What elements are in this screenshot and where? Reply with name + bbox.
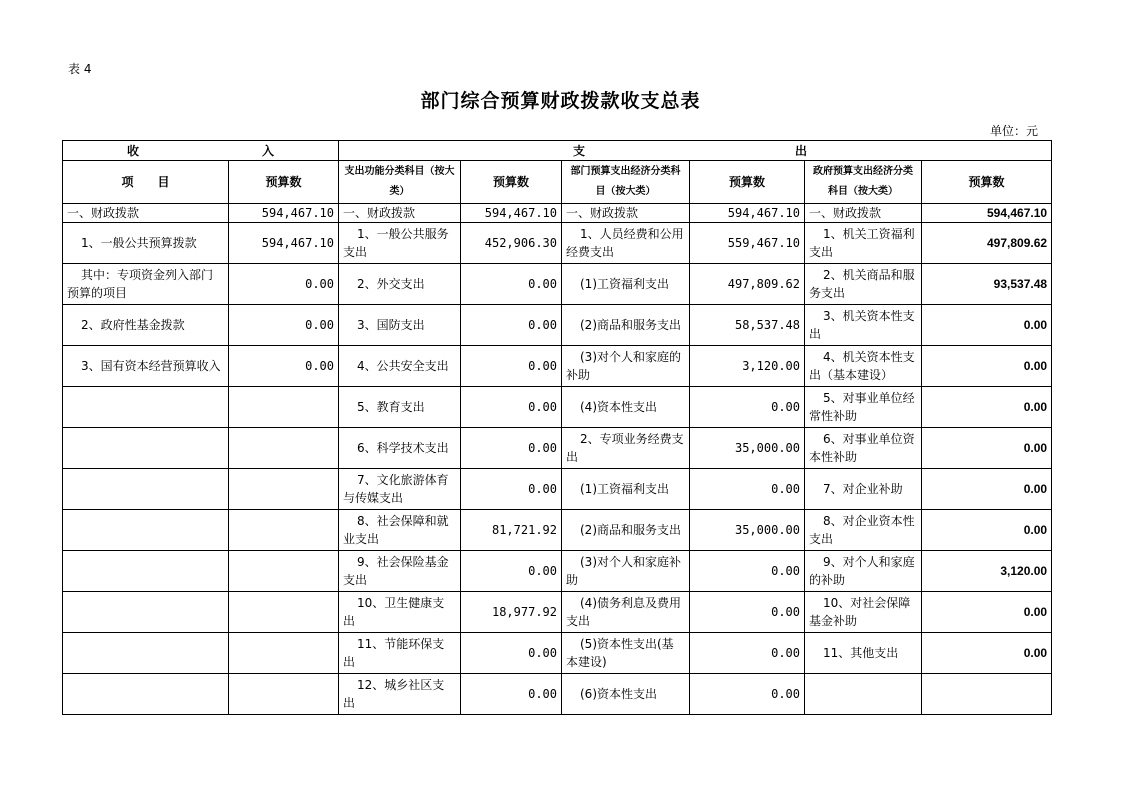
func-item-cell: 一、财政拨款 (339, 204, 461, 223)
func-amount-cell: 594,467.10 (461, 204, 562, 223)
income-amount-cell (229, 469, 339, 510)
func-amount-cell: 0.00 (461, 633, 562, 674)
func-amount-cell: 0.00 (461, 387, 562, 428)
gov-item-cell: 8、对企业资本性支出 (805, 510, 922, 551)
func-amount-cell: 0.00 (461, 346, 562, 387)
dept-amount-cell: 35,000.00 (690, 510, 805, 551)
dept-amount-cell: 497,809.62 (690, 264, 805, 305)
table-row (63, 264, 1052, 305)
income-item-cell (63, 469, 229, 510)
income-item-cell (63, 551, 229, 592)
dept-item-cell: 一、财政拨款 (562, 204, 690, 223)
page-title: 部门综合预算财政拨款收支总表 (420, 90, 701, 112)
func-item-cell: 12、城乡社区支出 (339, 674, 461, 715)
budget-table (62, 140, 1052, 715)
gov-amount-cell: 0.00 (922, 469, 1052, 510)
income-item-cell: 3、国有资本经营预算收入 (63, 346, 229, 387)
gov-item-cell: 6、对事业单位资本性补助 (805, 428, 922, 469)
dept-item-cell: (3)对个人和家庭的补助 (562, 346, 690, 387)
table-row (63, 204, 1052, 223)
gov-item-cell (805, 674, 922, 715)
gov-item-cell: 2、机关商品和服务支出 (805, 264, 922, 305)
table-row (63, 428, 1052, 469)
gov-item-cell: 7、对企业补助 (805, 469, 922, 510)
col-header-income-amount: 预算数 (229, 161, 339, 204)
table-row (63, 346, 1052, 387)
gov-amount-cell (922, 674, 1052, 715)
table-row (63, 551, 1052, 592)
column-header-row (63, 161, 1052, 204)
col-header-func-amount: 预算数 (461, 161, 562, 204)
func-amount-cell: 0.00 (461, 551, 562, 592)
table-row (63, 592, 1052, 633)
gov-item-cell: 3、机关资本性支出 (805, 305, 922, 346)
func-amount-cell: 0.00 (461, 469, 562, 510)
unit-label: 单位：元 (990, 124, 1039, 138)
income-amount-cell (229, 428, 339, 469)
func-item-cell: 9、社会保险基金支出 (339, 551, 461, 592)
dept-item-cell: (1)工资福利支出 (562, 469, 690, 510)
dept-item-cell: (4)债务利息及费用支出 (562, 592, 690, 633)
income-amount-cell: 594,467.10 (229, 223, 339, 264)
income-item-cell: 其中：专项资金列入部门预算的项目 (63, 264, 229, 305)
dept-item-cell: (1)工资福利支出 (562, 264, 690, 305)
func-item-cell: 4、公共安全支出 (339, 346, 461, 387)
dept-item-cell: (2)商品和服务支出 (562, 305, 690, 346)
group-header-row (63, 141, 1052, 161)
income-item-cell: 2、政府性基金拨款 (63, 305, 229, 346)
income-group-header: 收 入 (63, 141, 339, 161)
dept-amount-cell: 3,120.00 (690, 346, 805, 387)
func-item-cell: 2、外交支出 (339, 264, 461, 305)
func-amount-cell: 0.00 (461, 674, 562, 715)
gov-amount-cell: 0.00 (922, 510, 1052, 551)
gov-item-cell: 5、对事业单位经常性补助 (805, 387, 922, 428)
dept-amount-cell: 0.00 (690, 387, 805, 428)
income-amount-cell: 0.00 (229, 264, 339, 305)
gov-item-cell: 11、其他支出 (805, 633, 922, 674)
dept-item-cell: (2)商品和服务支出 (562, 510, 690, 551)
dept-amount-cell: 559,467.10 (690, 223, 805, 264)
gov-item-cell: 10、对社会保障基金补助 (805, 592, 922, 633)
dept-amount-cell: 0.00 (690, 633, 805, 674)
dept-amount-cell: 58,537.48 (690, 305, 805, 346)
income-item-cell (63, 674, 229, 715)
income-amount-cell (229, 510, 339, 551)
func-amount-cell: 0.00 (461, 305, 562, 346)
func-item-cell: 6、科学技术支出 (339, 428, 461, 469)
income-amount-cell: 0.00 (229, 346, 339, 387)
income-item-cell (63, 633, 229, 674)
dept-amount-cell: 0.00 (690, 469, 805, 510)
func-item-cell: 1、一般公共服务支出 (339, 223, 461, 264)
dept-item-cell: (5)资本性支出(基本建设) (562, 633, 690, 674)
col-header-dept-econ-item: 部门预算支出经济分类科目（按大类） (562, 161, 690, 204)
gov-amount-cell: 0.00 (922, 428, 1052, 469)
col-header-func-item: 支出功能分类科目（按大类） (339, 161, 461, 204)
income-item-cell: 1、一般公共预算拨款 (63, 223, 229, 264)
dept-amount-cell: 0.00 (690, 674, 805, 715)
col-header-income-item: 项 目 (63, 161, 229, 204)
func-item-cell: 8、社会保障和就业支出 (339, 510, 461, 551)
dept-item-cell: 1、人员经费和公用经费支出 (562, 223, 690, 264)
gov-item-cell: 9、对个人和家庭的补助 (805, 551, 922, 592)
gov-item-cell: 1、机关工资福利支出 (805, 223, 922, 264)
gov-amount-cell: 0.00 (922, 387, 1052, 428)
dept-amount-cell: 0.00 (690, 551, 805, 592)
table-row (63, 223, 1052, 264)
table-row (63, 674, 1052, 715)
func-item-cell: 7、文化旅游体育与传媒支出 (339, 469, 461, 510)
dept-amount-cell: 594,467.10 (690, 204, 805, 223)
col-header-gov-econ-item: 政府预算支出经济分类科目（按大类） (805, 161, 922, 204)
gov-amount-cell: 93,537.48 (922, 264, 1052, 305)
dept-amount-cell: 0.00 (690, 592, 805, 633)
gov-amount-cell: 0.00 (922, 346, 1052, 387)
table-row (63, 469, 1052, 510)
table-row (63, 387, 1052, 428)
table-row (63, 633, 1052, 674)
dept-amount-cell: 35,000.00 (690, 428, 805, 469)
gov-amount-cell: 594,467.10 (922, 204, 1052, 223)
gov-amount-cell: 0.00 (922, 592, 1052, 633)
gov-amount-cell: 3,120.00 (922, 551, 1052, 592)
func-item-cell: 5、教育支出 (339, 387, 461, 428)
table-number: 表 4 (68, 62, 92, 76)
func-item-cell: 11、节能环保支出 (339, 633, 461, 674)
func-amount-cell: 0.00 (461, 264, 562, 305)
income-item-cell (63, 592, 229, 633)
income-amount-cell (229, 674, 339, 715)
func-item-cell: 3、国防支出 (339, 305, 461, 346)
col-header-dept-econ-amount: 预算数 (690, 161, 805, 204)
func-amount-cell: 18,977.92 (461, 592, 562, 633)
expense-group-header: 支 出 (339, 141, 1052, 161)
income-amount-cell: 594,467.10 (229, 204, 339, 223)
income-amount-cell (229, 551, 339, 592)
table-row (63, 305, 1052, 346)
income-item-cell (63, 428, 229, 469)
income-item-cell: 一、财政拨款 (63, 204, 229, 223)
gov-item-cell: 4、机关资本性支出（基本建设） (805, 346, 922, 387)
dept-item-cell: (6)资本性支出 (562, 674, 690, 715)
dept-item-cell: (3)对个人和家庭补助 (562, 551, 690, 592)
dept-item-cell: 2、专项业务经费支出 (562, 428, 690, 469)
income-item-cell (63, 510, 229, 551)
income-amount-cell: 0.00 (229, 305, 339, 346)
dept-item-cell: (4)资本性支出 (562, 387, 690, 428)
func-item-cell: 10、卫生健康支出 (339, 592, 461, 633)
income-item-cell (63, 387, 229, 428)
table-row (63, 510, 1052, 551)
func-amount-cell: 452,906.30 (461, 223, 562, 264)
gov-amount-cell: 0.00 (922, 633, 1052, 674)
income-amount-cell (229, 633, 339, 674)
income-amount-cell (229, 387, 339, 428)
func-amount-cell: 81,721.92 (461, 510, 562, 551)
gov-item-cell: 一、财政拨款 (805, 204, 922, 223)
income-amount-cell (229, 592, 339, 633)
gov-amount-cell: 0.00 (922, 305, 1052, 346)
gov-amount-cell: 497,809.62 (922, 223, 1052, 264)
col-header-gov-econ-amount: 预算数 (922, 161, 1052, 204)
func-amount-cell: 0.00 (461, 428, 562, 469)
